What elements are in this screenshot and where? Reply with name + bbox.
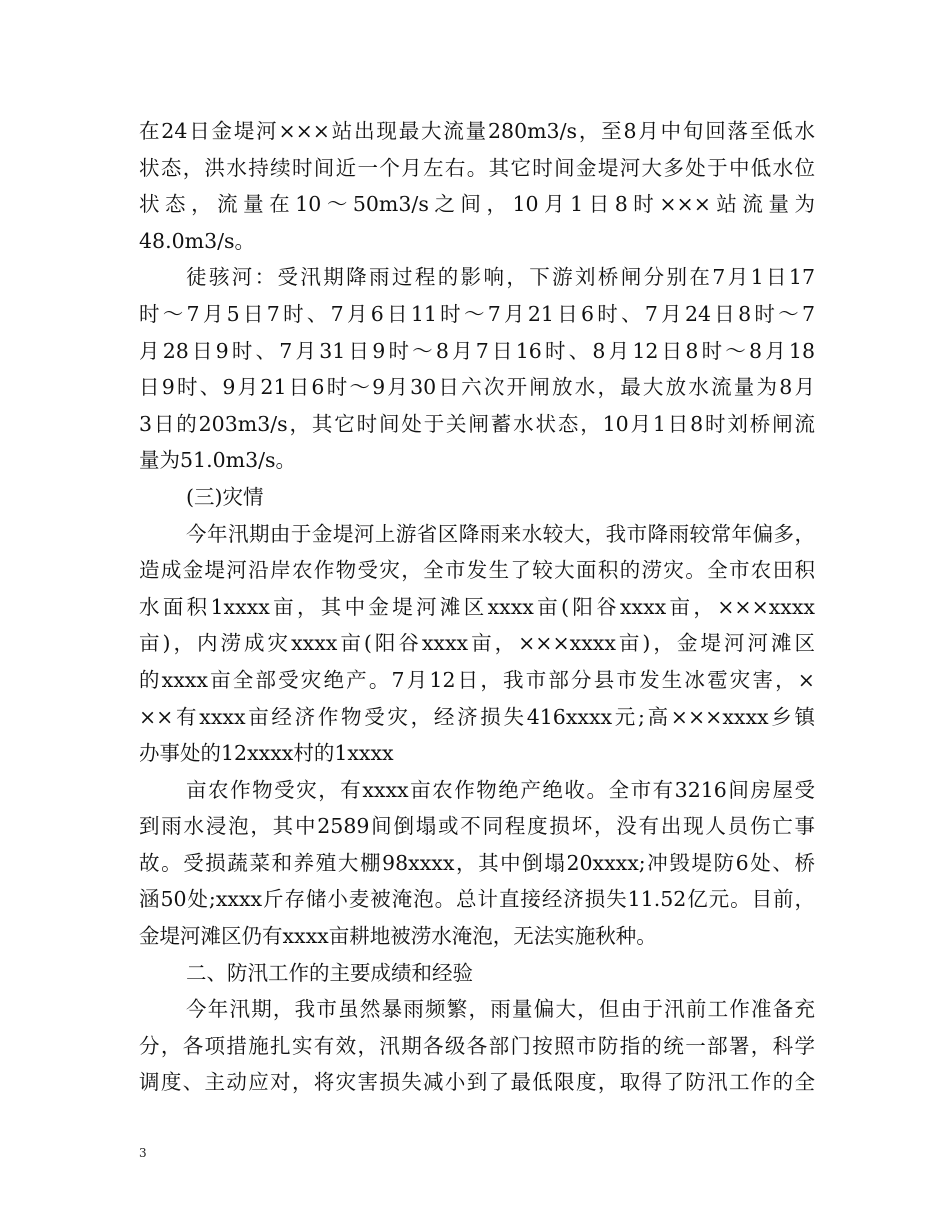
text-line: 量为51.0m3/s。	[139, 448, 297, 473]
text-line: 状态，洪水持续时间近一个月左右。其它时间金堤河大多处于中低水位	[139, 155, 815, 180]
text-line: 二、防汛工作的主要成绩和经验	[186, 960, 473, 985]
text-line: 亩农作物受灾，有xxxx亩农作物绝产绝收。全市有3216间房屋受	[186, 777, 815, 802]
text-line: 徒骇河：受汛期降雨过程的影响，下游刘桥闸分别在7月1日17	[186, 265, 815, 290]
text-line: 故。受损蔬菜和养殖大棚98xxxx，其中倒塌20xxxx;冲毁堤防6处、桥	[139, 850, 815, 875]
text-line: 造成金堤河沿岸农作物受灾，全市发生了较大面积的涝灾。全市农田积	[139, 558, 815, 583]
text-line: 在24日金堤河×××站出现最大流量280m3/s，至8月中旬回落至低水	[139, 119, 815, 143]
text-line: 金堤河滩区仍有xxxx亩耕地被涝水淹泡，无法实施秋种。	[139, 924, 657, 949]
text-line: 日9时、9月21日6时～9月30日六次开闸放水，最大放水流量为8月	[139, 375, 815, 400]
text-line: 涵50处;xxxx斤存储小麦被淹泡。总计直接经济损失11.52亿元。目前，	[139, 887, 815, 912]
page-number: 3	[139, 1146, 147, 1160]
text-line: 水面积1xxxx亩，其中金堤河滩区xxxx亩(阳谷xxxx亩，×××xxxx	[139, 594, 815, 619]
text-line: 的xxxx亩全部受灾绝产。7月12日，我市部分县市发生冰雹灾害，×	[139, 667, 815, 692]
text-line: (三)灾情	[186, 484, 264, 509]
text-line: 3日的203m3/s，其它时间处于关闸蓄水状态，10月1日8时刘桥闸流	[139, 411, 815, 436]
text-line: 到雨水浸泡，其中2589间倒塌或不同程度损坏，没有出现人员伤亡事	[139, 814, 815, 839]
text-line: 分，各项措施扎实有效，汛期各级各部门按照市防指的统一部署，科学	[139, 1033, 815, 1058]
text-line: 时～7月5日7时、7月6日11时～7月21日6时、7月24日8时～7	[139, 301, 815, 326]
text-line: ××有xxxx亩经济作物受灾，经济损失416xxxx元;高×××xxxx乡镇	[139, 704, 815, 729]
text-line: 今年汛期，我市虽然暴雨频繁，雨量偏大，但由于汛前工作准备充	[186, 997, 815, 1022]
text-line: 亩)，内涝成灾xxxx亩(阳谷xxxx亩，×××xxxx亩)，金堤河河滩区	[139, 631, 815, 656]
document-body	[139, 113, 815, 1101]
text-line: 办事处的12xxxx村的1xxxx	[139, 741, 394, 766]
text-line: 月28日9时、7月31日9时～8月7日16时、8月12日8时～8月18	[139, 338, 815, 363]
text-line: 今年汛期由于金堤河上游省区降雨来水较大，我市降雨较常年偏多，	[186, 521, 815, 546]
text-line: 状态，流量在10～50m3/s之间，10月1日8时×××站流量为	[139, 192, 815, 217]
text-line: 48.0m3/s。	[139, 228, 256, 253]
text-line: 调度、主动应对，将灾害损失减小到了最低限度，取得了防汛工作的全	[139, 1070, 815, 1095]
